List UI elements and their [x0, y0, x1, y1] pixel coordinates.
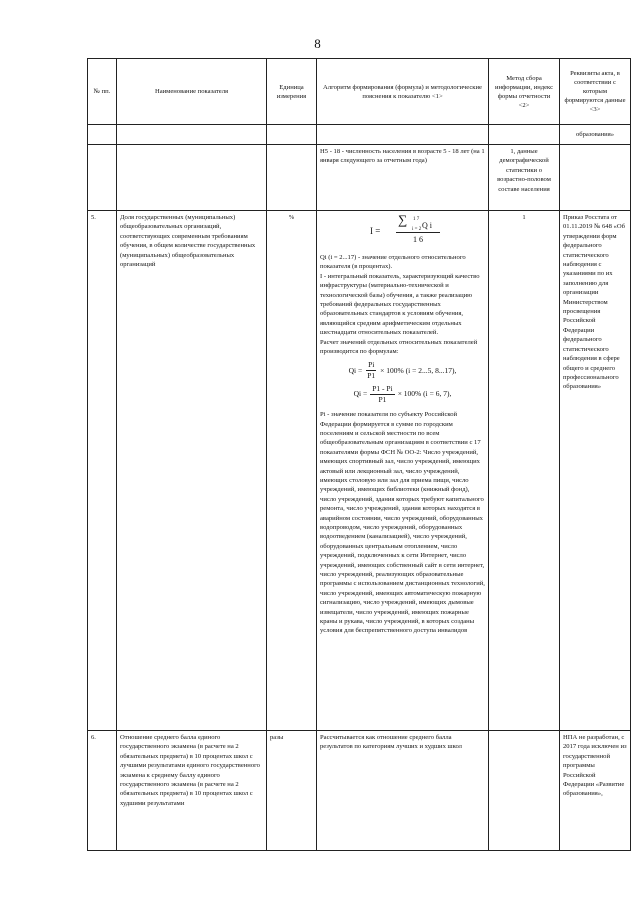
table-row — [88, 731, 631, 851]
algorithm-cell — [317, 211, 489, 731]
method-cell — [489, 731, 560, 851]
row-number: 6. — [88, 731, 117, 851]
calc-intro: Расчет значений отдельных относительных показателей производится по формулам: — [320, 338, 478, 356]
formula-qi-1: Qi = $\frac{Pi}{P1}$ × 100% (i = 2...5, 8...17), — [348, 360, 457, 380]
header-algorithm: Алгоритм формирования (формула) и методологические пояснения к показателю <1> — [317, 59, 489, 125]
integral-formula: I = ∑ 1 7 i = 2 Q i 1 6 — [320, 215, 485, 251]
header-name: Наименование показателя — [117, 59, 267, 125]
header-method: Метод сбора информации, индекс формы отчетности <2> — [489, 59, 560, 125]
page-number: 8 — [314, 36, 321, 51]
method-cell: 1 — [489, 211, 560, 731]
algorithm-cell: Рассчитывается как отношение среднего балла результатов по категориям лучших и худших школ — [317, 731, 489, 851]
method-cell: 1, данные демографической статистики о возрастно-половом составе населения — [489, 145, 560, 211]
table-row — [88, 145, 631, 211]
header-no: № пп. — [88, 59, 117, 125]
unit-cell: % — [267, 211, 317, 731]
formula-qi-2: Qi = $\frac{P1 - Pi}{P1}$ × 100% (i = 6, 7), — [353, 384, 452, 404]
details-cell: НПА не разработан, с 2017 года исключен из государственной программы Российской Федерации «Развитие образования», — [560, 731, 631, 851]
fraction-bar — [396, 232, 440, 233]
indicator-name: Отношение среднего балла единого государственного экзамена (в расчете на 2 обязательных предмета) в 10 процентах школ с лучшими результатами единого государственного экзамена к среднему баллу единого государственного экзамена (в расчете на 2 обязательных предмета) в 10 процентах школ с худшими результатами — [117, 731, 267, 851]
header-unit: Единица измерения — [267, 59, 317, 125]
table-row — [88, 125, 631, 145]
row-number: 5. — [88, 211, 117, 731]
integral-definition: I - интегральный показатель, характеризующий качество инфраструктуры (материально-технической и технологической базы) обучения, а также реализацию требований федеральных государственных образовательных стандартов к условиям обучения, являющийся средним арифметическим отдельных шестнадцати относительных показателей. — [320, 272, 480, 337]
algorithm-cell: Н5 - 18 - численность населения в возрасте 5 - 18 лет (на 1 января следующего за отчетным года) — [317, 145, 489, 211]
header-details: Реквизиты акта, в соответствии с которым формируются данные <3> — [560, 59, 631, 125]
indicators-table — [87, 58, 631, 851]
indicator-name: Доля государственных (муниципальных) общеобразовательных организаций, соответствующих современным требованиям обучения, в общем количестве государственных (муниципальных) общеобразовательных организаций — [117, 211, 267, 731]
details-cell: Приказ Росстата от 01.11.2019 № 648 «Об утверждении форм федерального статистического наблюдения с указаниями по их заполнению для организации Министерством просвещения Российской Федерации федерального статистического наблюдения в сфере общего и среднего профессионального образования» — [560, 211, 631, 731]
table-header-row — [88, 59, 631, 125]
unit-cell: разы — [267, 731, 317, 851]
qi-definition: Qi (i = 2...17) - значение отдельного относительного показателя (в процентах). — [320, 254, 466, 271]
pi-definition: Pi - значение показателя по субъекту Российской Федерации формируется в сумме по городским поселениям и сельской местности по всем общеобразовательным организациям в соответствии с 17 показателями формы ФСН № ОО-2: Число учреждений, имеющих спортивный зал, число учреждений, имеющих актовый или лекционный зал, число учреждений, имеющих столовую или зал для приема пищи, число учреждений, имеющих библиотеки (книжный фонд), число учреждений, здания которых требуют капитального ремонта, число учреждений, здания которых находятся в аварийном состоянии, число учреждений, оборудованных водопроводом, число учреждений, оборудованных водоотведением (канализацией), число учреждений, оборудованных центральным отоплением, число учреждений, подключенных к сети Интернет, число учреждений, имеющих собственный сайт в сети интернет, число учреждений, реализующих образовательные программы с использованием дистанционных технологий, число учреждений, имеющих автоматическую пожарную сигнализацию, число учреждений, имеющих дымовые извещатели, число учреждений, имеющих пожарные краны и рукава, число учреждений, в которых созданы условия для беспрепятственного доступа инвалидов — [320, 411, 485, 635]
table-row — [88, 211, 631, 731]
details-cell: образования» — [560, 125, 631, 145]
